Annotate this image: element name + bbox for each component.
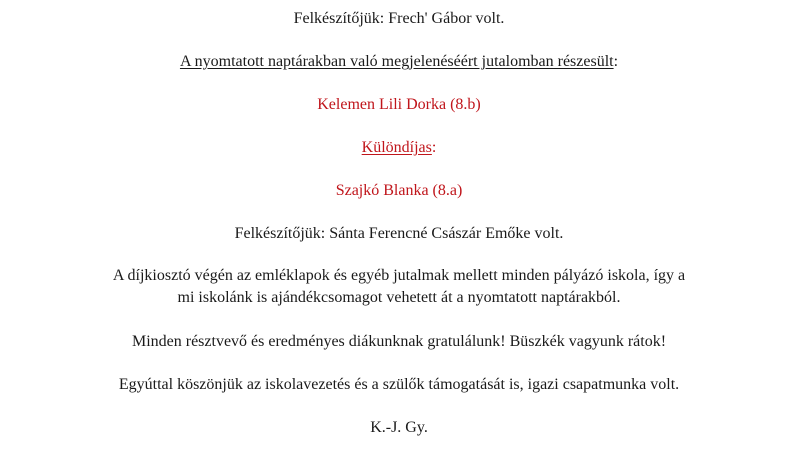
- special-award-text: Különdíjas: [361, 139, 432, 156]
- congratulations-text: Minden résztvevő és eredményes diákunknak gratulálunk! Büszkék vagyunk rátok!: [131, 333, 667, 350]
- award-heading: [0, 52, 798, 71]
- award-heading-text: A nyomtatott naptárakban való megjelenéséért jutalomban részesült: [179, 53, 614, 70]
- teacher-line-2: Felkészítőjük: Sánta Ferencné Császár Emőke volt.: [234, 225, 564, 242]
- teacher-line-1: Felkészítőjük: Frech' Gábor volt.: [293, 10, 505, 27]
- ceremony-line-2: mi iskolánk is ajándékcsomagot vehetett át a nyomtatott naptárakból.: [177, 289, 621, 306]
- special-award-heading: [0, 138, 798, 157]
- ceremony-line-1: A díjkiosztó végén az emléklapok és egyéb jutalmak mellett minden pályázó iskola, így a: [112, 267, 686, 284]
- winner-name-2: Szajkó Blanka (8.a): [335, 182, 463, 199]
- special-award-colon: :: [431, 139, 437, 156]
- thanks-text: Egyúttal köszönjük az iskolavezetés és a szülők támogatását is, igazi csapatmunka volt.: [118, 376, 680, 393]
- winner-name-1: Kelemen Lili Dorka (8.b): [317, 96, 481, 113]
- award-heading-colon: :: [613, 53, 619, 70]
- author-signature: K.-J. Gy.: [370, 419, 428, 436]
